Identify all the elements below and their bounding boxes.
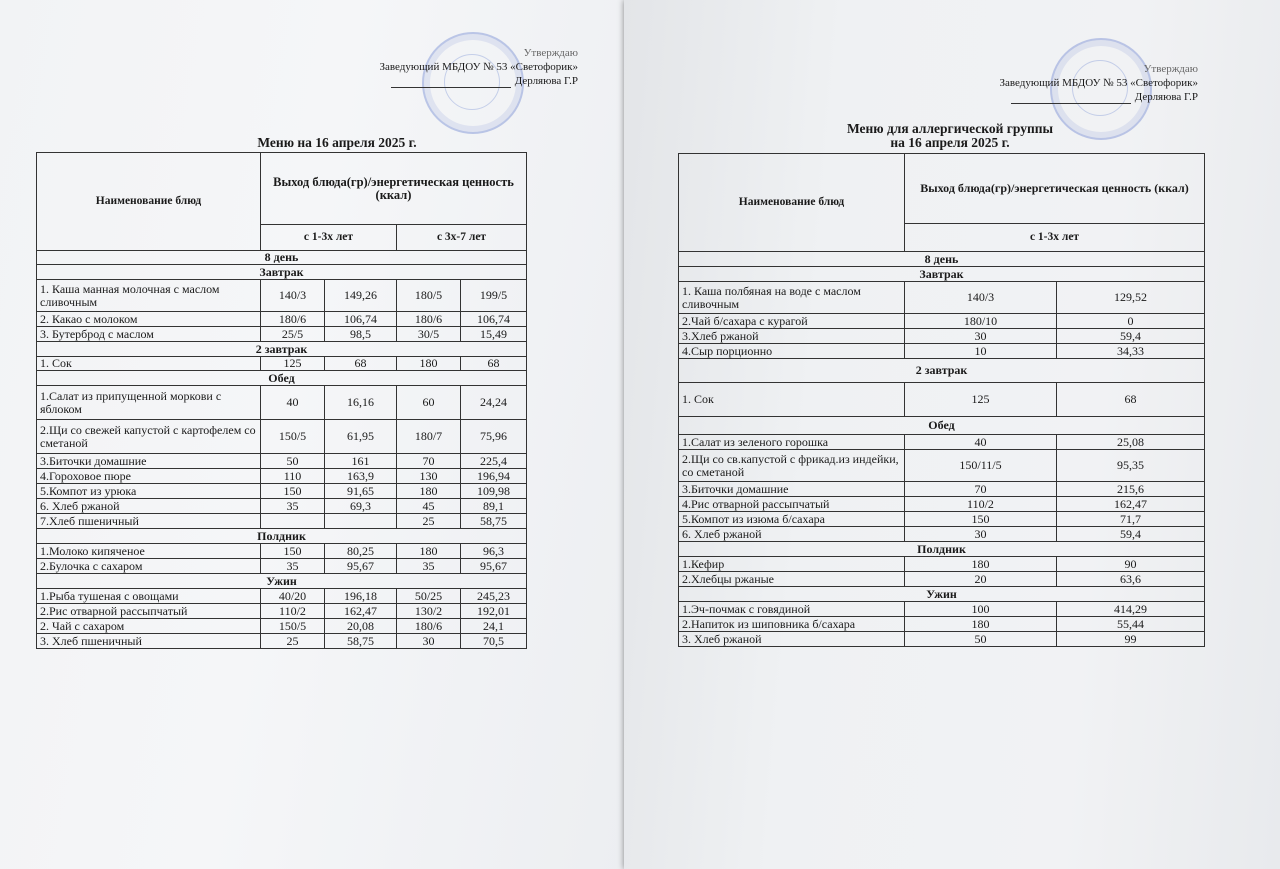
portion-1-3: 50 bbox=[905, 632, 1057, 647]
header-age-3-7: с 3х-7 лет bbox=[397, 225, 527, 251]
dish-name: 2.Булочка с сахаром bbox=[37, 559, 261, 574]
section-label: Ужин bbox=[37, 574, 527, 589]
dish-name: 1.Салат из припущенной моркови с яблоком bbox=[37, 386, 261, 420]
kcal-3-7: 15,49 bbox=[461, 327, 527, 342]
section-label: Обед bbox=[37, 371, 527, 386]
portion-1-3: 150/5 bbox=[261, 619, 325, 634]
portion-1-3: 25/5 bbox=[261, 327, 325, 342]
dish-name: 3.Биточки домашние bbox=[37, 454, 261, 469]
portion-1-3: 70 bbox=[905, 482, 1057, 497]
portion-3-7: 50/25 bbox=[397, 589, 461, 604]
dish-name: 2.Рис отварной рассыпчатый bbox=[37, 604, 261, 619]
dish-name: 4.Рис отварной рассыпчатый bbox=[679, 497, 905, 512]
table-row bbox=[37, 484, 527, 499]
table-row bbox=[37, 327, 527, 342]
kcal-1-3: 68 bbox=[1057, 383, 1205, 417]
portion-1-3 bbox=[261, 514, 325, 529]
kcal-1-3: 63,6 bbox=[1057, 572, 1205, 587]
portion-1-3: 125 bbox=[905, 383, 1057, 417]
table-row bbox=[679, 482, 1205, 497]
dish-name: 7.Хлеб пшеничный bbox=[37, 514, 261, 529]
header-row bbox=[37, 153, 527, 225]
section-row bbox=[37, 371, 527, 386]
table-row bbox=[37, 499, 527, 514]
kcal-1-3: 59,4 bbox=[1057, 527, 1205, 542]
section-label: Завтрак bbox=[37, 265, 527, 280]
header-name: Наименование блюд bbox=[679, 154, 905, 252]
dish-name: 1.Эч-почмак с говядиной bbox=[679, 602, 905, 617]
kcal-1-3: 80,25 bbox=[325, 544, 397, 559]
section-label: 2 завтрак bbox=[37, 342, 527, 357]
kcal-1-3: 215,6 bbox=[1057, 482, 1205, 497]
kcal-3-7: 196,94 bbox=[461, 469, 527, 484]
portion-1-3: 110/2 bbox=[905, 497, 1057, 512]
kcal-1-3: 95,67 bbox=[325, 559, 397, 574]
kcal-1-3: 106,74 bbox=[325, 312, 397, 327]
dish-name: 1. Каша полбяная на воде с маслом сливочным bbox=[679, 282, 905, 314]
header-age-1-3: с 1-3х лет bbox=[905, 224, 1205, 252]
approval-block bbox=[380, 46, 578, 88]
dish-name: 1. Каша манная молочная с маслом сливочным bbox=[37, 280, 261, 312]
kcal-1-3: 90 bbox=[1057, 557, 1205, 572]
kcal-1-3: 414,29 bbox=[1057, 602, 1205, 617]
table-row bbox=[37, 420, 527, 454]
kcal-3-7: 225,4 bbox=[461, 454, 527, 469]
portion-1-3: 20 bbox=[905, 572, 1057, 587]
dish-name: 2.Напиток из шиповника б/сахара bbox=[679, 617, 905, 632]
kcal-1-3: 149,26 bbox=[325, 280, 397, 312]
day-label: 8 день bbox=[37, 251, 527, 265]
dish-name: 6. Хлеб ржаной bbox=[37, 499, 261, 514]
kcal-1-3: 98,5 bbox=[325, 327, 397, 342]
table-row bbox=[37, 514, 527, 529]
table-row bbox=[37, 544, 527, 559]
dish-name: 1.Рыба тушеная с овощами bbox=[37, 589, 261, 604]
section-label: Полдник bbox=[679, 542, 1205, 557]
page-title: Меню на 16 апреля 2025 г. bbox=[257, 135, 417, 150]
kcal-3-7: 70,5 bbox=[461, 634, 527, 649]
kcal-1-3: 71,7 bbox=[1057, 512, 1205, 527]
portion-1-3: 40 bbox=[905, 435, 1057, 450]
dish-name: 3.Биточки домашние bbox=[679, 482, 905, 497]
header-output: Выход блюда(гр)/энергетическая ценность (ккал) bbox=[905, 154, 1205, 224]
header-age-1-3: с 1-3х лет bbox=[261, 225, 397, 251]
portion-1-3: 100 bbox=[905, 602, 1057, 617]
dish-name: 3. Бутерброд с маслом bbox=[37, 327, 261, 342]
section-label: Ужин bbox=[679, 587, 1205, 602]
section-row bbox=[679, 417, 1205, 435]
table-row bbox=[679, 512, 1205, 527]
approval-position: Заведующий МБДОУ № 53 «Светофорик» bbox=[999, 77, 1198, 89]
portion-1-3: 150/5 bbox=[261, 420, 325, 454]
portion-1-3: 50 bbox=[261, 454, 325, 469]
dish-name: 4.Сыр порционно bbox=[679, 344, 905, 359]
table-row bbox=[679, 632, 1205, 647]
portion-3-7: 180 bbox=[397, 357, 461, 371]
kcal-3-7: 192,01 bbox=[461, 604, 527, 619]
table-row bbox=[679, 435, 1205, 450]
section-row bbox=[37, 265, 527, 280]
section-row bbox=[679, 359, 1205, 383]
portion-3-7: 180 bbox=[397, 544, 461, 559]
dish-name: 2.Хлебцы ржаные bbox=[679, 572, 905, 587]
portion-3-7: 35 bbox=[397, 559, 461, 574]
table-row bbox=[37, 312, 527, 327]
allergy-menu-table bbox=[678, 153, 1205, 647]
portion-1-3: 30 bbox=[905, 329, 1057, 344]
kcal-3-7: 24,1 bbox=[461, 619, 527, 634]
portion-1-3: 140/3 bbox=[261, 280, 325, 312]
table-row bbox=[679, 602, 1205, 617]
table-row bbox=[679, 329, 1205, 344]
kcal-1-3: 95,35 bbox=[1057, 450, 1205, 482]
section-row bbox=[679, 542, 1205, 557]
portion-3-7: 25 bbox=[397, 514, 461, 529]
header-row bbox=[679, 154, 1205, 224]
dish-name: 2. Какао с молоком bbox=[37, 312, 261, 327]
title-line-1: Меню для аллергической группы bbox=[846, 121, 1054, 136]
portion-1-3: 110 bbox=[261, 469, 325, 484]
section-row bbox=[679, 587, 1205, 602]
section-label: Завтрак bbox=[679, 267, 1205, 282]
portion-3-7: 30/5 bbox=[397, 327, 461, 342]
table-row bbox=[679, 314, 1205, 329]
table-row bbox=[37, 604, 527, 619]
table-row bbox=[679, 383, 1205, 417]
portion-3-7: 180 bbox=[397, 484, 461, 499]
dish-name: 1. Сок bbox=[679, 383, 905, 417]
portion-1-3: 140/3 bbox=[905, 282, 1057, 314]
portion-1-3: 35 bbox=[261, 559, 325, 574]
kcal-1-3 bbox=[325, 514, 397, 529]
table-row bbox=[679, 344, 1205, 359]
approval-block bbox=[1000, 62, 1198, 104]
dish-name: 1. Сок bbox=[37, 357, 261, 371]
kcal-1-3: 61,95 bbox=[325, 420, 397, 454]
kcal-1-3: 0 bbox=[1057, 314, 1205, 329]
kcal-1-3: 20,08 bbox=[325, 619, 397, 634]
header-name: Наименование блюд bbox=[37, 153, 261, 251]
kcal-3-7: 75,96 bbox=[461, 420, 527, 454]
kcal-1-3: 34,33 bbox=[1057, 344, 1205, 359]
day-row bbox=[37, 251, 527, 265]
dish-name: 2.Щи со св.капустой с фрикад.из индейки, со сметаной bbox=[679, 450, 905, 482]
table-row bbox=[679, 617, 1205, 632]
portion-1-3: 40/20 bbox=[261, 589, 325, 604]
portion-1-3: 10 bbox=[905, 344, 1057, 359]
kcal-1-3: 162,47 bbox=[325, 604, 397, 619]
portion-3-7: 30 bbox=[397, 634, 461, 649]
portion-3-7: 180/5 bbox=[397, 280, 461, 312]
table-row bbox=[37, 559, 527, 574]
kcal-1-3: 69,3 bbox=[325, 499, 397, 514]
table-row bbox=[37, 454, 527, 469]
day-row bbox=[679, 252, 1205, 267]
kcal-3-7: 95,67 bbox=[461, 559, 527, 574]
dish-name: 1.Молоко кипяченое bbox=[37, 544, 261, 559]
portion-1-3: 180/6 bbox=[261, 312, 325, 327]
kcal-3-7: 68 bbox=[461, 357, 527, 371]
kcal-1-3: 58,75 bbox=[325, 634, 397, 649]
section-row bbox=[37, 342, 527, 357]
kcal-1-3: 59,4 bbox=[1057, 329, 1205, 344]
table-row bbox=[37, 280, 527, 312]
dish-name: 2.Щи со свежей капустой с картофелем со сметаной bbox=[37, 420, 261, 454]
kcal-1-3: 16,16 bbox=[325, 386, 397, 420]
dish-name: 1.Кефир bbox=[679, 557, 905, 572]
dish-name: 1.Салат из зеленого горошка bbox=[679, 435, 905, 450]
portion-3-7: 45 bbox=[397, 499, 461, 514]
kcal-3-7: 245,23 bbox=[461, 589, 527, 604]
table-row bbox=[37, 469, 527, 484]
kcal-3-7: 96,3 bbox=[461, 544, 527, 559]
table-row bbox=[679, 527, 1205, 542]
table-row bbox=[37, 634, 527, 649]
signature-line bbox=[391, 77, 511, 88]
section-label: Полдник bbox=[37, 529, 527, 544]
table-row bbox=[37, 589, 527, 604]
portion-1-3: 35 bbox=[261, 499, 325, 514]
portion-1-3: 40 bbox=[261, 386, 325, 420]
kcal-1-3: 129,52 bbox=[1057, 282, 1205, 314]
kcal-1-3: 163,9 bbox=[325, 469, 397, 484]
portion-3-7: 130 bbox=[397, 469, 461, 484]
kcal-1-3: 25,08 bbox=[1057, 435, 1205, 450]
kcal-3-7: 89,1 bbox=[461, 499, 527, 514]
kcal-3-7: 199/5 bbox=[461, 280, 527, 312]
right-sheet bbox=[624, 0, 1280, 869]
portion-3-7: 180/6 bbox=[397, 312, 461, 327]
kcal-1-3: 99 bbox=[1057, 632, 1205, 647]
dish-name: 3. Хлеб пшеничный bbox=[37, 634, 261, 649]
portion-1-3: 150 bbox=[261, 484, 325, 499]
kcal-1-3: 161 bbox=[325, 454, 397, 469]
approval-word: Утверждаю bbox=[1143, 63, 1198, 75]
dish-name: 3.Хлеб ржаной bbox=[679, 329, 905, 344]
portion-1-3: 25 bbox=[261, 634, 325, 649]
kcal-1-3: 55,44 bbox=[1057, 617, 1205, 632]
portion-3-7: 70 bbox=[397, 454, 461, 469]
portion-1-3: 150 bbox=[261, 544, 325, 559]
table-row bbox=[37, 619, 527, 634]
dish-name: 3. Хлеб ржаной bbox=[679, 632, 905, 647]
section-label: 2 завтрак bbox=[679, 359, 1205, 383]
portion-3-7: 180/6 bbox=[397, 619, 461, 634]
portion-3-7: 130/2 bbox=[397, 604, 461, 619]
section-row bbox=[37, 529, 527, 544]
kcal-3-7: 24,24 bbox=[461, 386, 527, 420]
kcal-1-3: 162,47 bbox=[1057, 497, 1205, 512]
approval-signer: Дерляюва Г.Р bbox=[1134, 91, 1198, 103]
portion-3-7: 60 bbox=[397, 386, 461, 420]
dish-name: 4.Гороховое пюре bbox=[37, 469, 261, 484]
dish-name: 2.Чай б/сахара с курагой bbox=[679, 314, 905, 329]
approval-signer: Дерляюва Г.Р bbox=[514, 75, 578, 87]
table-row bbox=[679, 450, 1205, 482]
title-line-2: на 16 апреля 2025 г. bbox=[890, 135, 1010, 150]
portion-1-3: 125 bbox=[261, 357, 325, 371]
table-row bbox=[679, 497, 1205, 512]
day-label: 8 день bbox=[679, 252, 1205, 267]
portion-1-3: 110/2 bbox=[261, 604, 325, 619]
header-output: Выход блюда(гр)/энергетическая ценность (ккал) bbox=[261, 153, 527, 225]
section-row bbox=[37, 574, 527, 589]
table-row bbox=[679, 572, 1205, 587]
kcal-3-7: 106,74 bbox=[461, 312, 527, 327]
portion-1-3: 180 bbox=[905, 557, 1057, 572]
kcal-3-7: 109,98 bbox=[461, 484, 527, 499]
section-label: Обед bbox=[679, 417, 1205, 435]
dish-name: 6. Хлеб ржаной bbox=[679, 527, 905, 542]
signature-line bbox=[1011, 93, 1131, 104]
table-row bbox=[679, 557, 1205, 572]
section-row bbox=[679, 267, 1205, 282]
portion-1-3: 180 bbox=[905, 617, 1057, 632]
portion-1-3: 150 bbox=[905, 512, 1057, 527]
dish-name: 2. Чай с сахаром bbox=[37, 619, 261, 634]
kcal-1-3: 68 bbox=[325, 357, 397, 371]
menu-table bbox=[36, 152, 527, 649]
approval-word: Утверждаю bbox=[523, 47, 578, 59]
dish-name: 5.Компот из урюка bbox=[37, 484, 261, 499]
portion-1-3: 180/10 bbox=[905, 314, 1057, 329]
portion-1-3: 150/11/5 bbox=[905, 450, 1057, 482]
page-title bbox=[680, 122, 1220, 150]
dish-name: 5.Компот из изюма б/сахара bbox=[679, 512, 905, 527]
table-row bbox=[37, 357, 527, 371]
table-row bbox=[37, 386, 527, 420]
kcal-3-7: 58,75 bbox=[461, 514, 527, 529]
kcal-1-3: 91,65 bbox=[325, 484, 397, 499]
table-row bbox=[679, 282, 1205, 314]
kcal-1-3: 196,18 bbox=[325, 589, 397, 604]
portion-3-7: 180/7 bbox=[397, 420, 461, 454]
approval-position: Заведующий МБДОУ № 53 «Светофорик» bbox=[379, 61, 578, 73]
portion-1-3: 30 bbox=[905, 527, 1057, 542]
